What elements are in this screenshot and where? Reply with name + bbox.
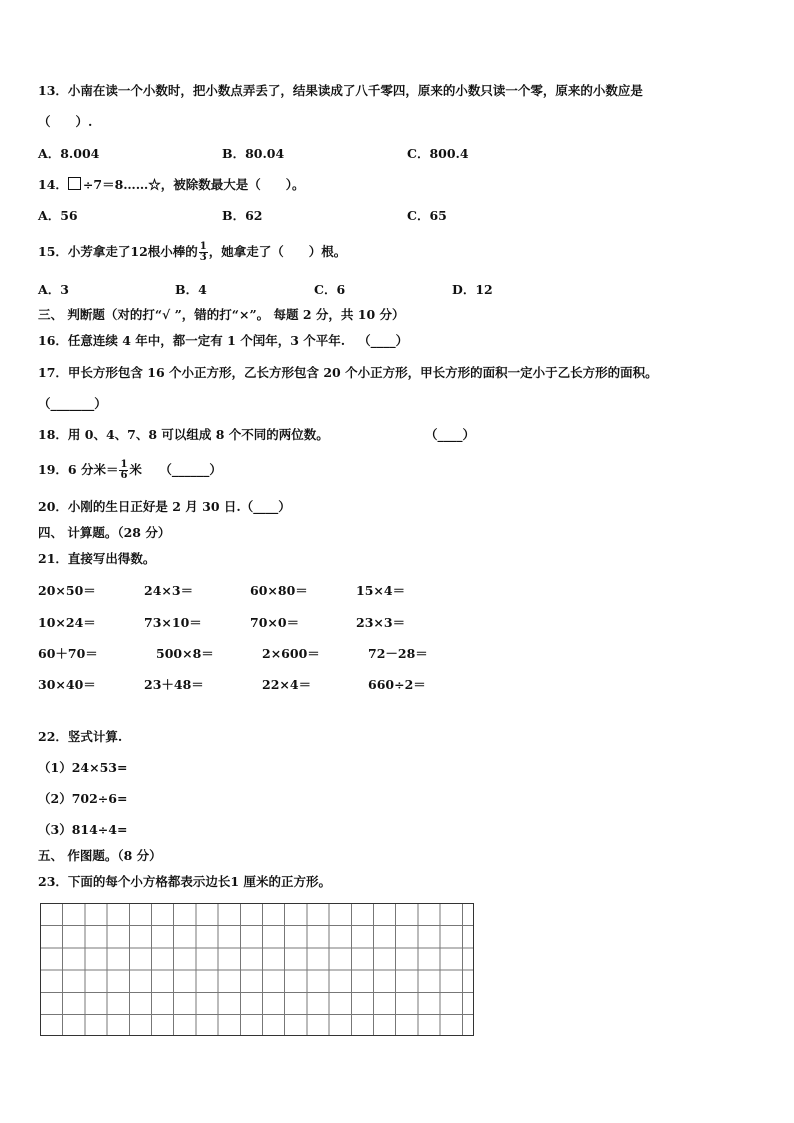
calc-item: 22×4＝ xyxy=(262,677,312,692)
calc-item: 660÷2＝ xyxy=(368,677,426,692)
q15-option-d: D．12 xyxy=(452,282,493,297)
calc-item: 15×4＝ xyxy=(356,583,406,598)
q14-number: 14． xyxy=(38,177,68,192)
calc-item: 72－28＝ xyxy=(368,646,428,661)
calc-item: 73×10＝ xyxy=(144,615,202,630)
q13-option-c: C．800.4 xyxy=(407,146,469,161)
q19 xyxy=(38,457,222,483)
q13-option-b: B．80.04 xyxy=(222,146,285,161)
calc-item: 23＋48＝ xyxy=(144,677,204,692)
q15-frac-den: 3 xyxy=(199,252,207,263)
section3-heading: 三、 判断题（对的打“√ ”，错的打“×”。 每题 2 分，共 10 分） xyxy=(38,307,405,322)
calc-item: 10×24＝ xyxy=(38,615,96,630)
blank-box-icon xyxy=(68,177,81,190)
q15-pre: 15．小芳拿走了12根小棒的 xyxy=(38,244,198,259)
square-grid[interactable] xyxy=(40,903,474,1036)
q16 xyxy=(38,333,408,349)
calc-item: 23×3＝ xyxy=(356,615,406,630)
q22-item-3: （3）814÷4= xyxy=(38,822,128,837)
q14-option-b: B．62 xyxy=(222,208,263,223)
q14-expression: ÷7＝8……☆，被除数最大是（ ）。 xyxy=(82,177,305,192)
q14-option-c: C．65 xyxy=(407,208,447,223)
calc-item: 60×80＝ xyxy=(250,583,308,598)
q21-title: 21．直接写出得数。 xyxy=(38,551,156,566)
q23-text: 23．下面的每个小方格都表示边长1 厘米的正方形。 xyxy=(38,874,331,889)
calc-item: 60＋70＝ xyxy=(38,646,98,661)
q13-option-a: A．8.004 xyxy=(38,146,100,161)
calc-item: 500×8＝ xyxy=(156,646,214,661)
q19-answer-blank[interactable]: （______） xyxy=(159,462,222,477)
q19-frac-num: 1 xyxy=(120,459,128,470)
q16-answer-blank[interactable]: （____） xyxy=(358,333,409,348)
q17-text: 17．甲长方形包含 16 个小正方形，乙长方形包含 20 个小正方形，甲长方形的面积一定小于乙长方形的面积。 xyxy=(38,365,658,380)
q19-post: 米 xyxy=(129,462,142,477)
calc-item: 24×3＝ xyxy=(144,583,194,598)
q15-option-c: C．6 xyxy=(314,282,346,297)
q15-text xyxy=(38,239,346,265)
q15-option-a: A．3 xyxy=(38,282,69,297)
calc-item: 20×50＝ xyxy=(38,583,96,598)
section5-heading: 五、 作图题。（8 分） xyxy=(38,848,162,863)
q17-answer-blank[interactable]: （_______） xyxy=(38,396,107,411)
q22-item-1: （1）24×53= xyxy=(38,760,128,775)
q16-text: 16．任意连续 4 年中，都一定有 1 个闰年，3 个平年. xyxy=(38,333,346,348)
q14-option-a: A．56 xyxy=(38,208,78,223)
q18-answer-blank[interactable]: （____） xyxy=(425,427,476,442)
q15-fraction xyxy=(199,242,208,263)
q13-text: 13．小南在读一个小数时，把小数点弄丢了，结果读成了八千零四，原来的小数只读一个零，原来的小数应是 xyxy=(38,83,643,98)
q22-title: 22．竖式计算. xyxy=(38,729,123,744)
q19-pre: 19．6 分米＝ xyxy=(38,462,119,477)
q14-text xyxy=(38,177,305,193)
q20-text: 20．小刚的生日正好是 2 月 30 日.（____） xyxy=(38,499,291,514)
calc-item: 30×40＝ xyxy=(38,677,96,692)
q18-text: 18．用 0、4、7、8 可以组成 8 个不同的两位数。 xyxy=(38,427,329,442)
q18 xyxy=(38,427,329,443)
q19-frac-den: 6 xyxy=(120,470,128,481)
q15-option-b: B．4 xyxy=(175,282,207,297)
q13-paren: （ ）. xyxy=(38,114,93,129)
calc-item: 70×0＝ xyxy=(250,615,300,630)
q22-item-2: （2）702÷6= xyxy=(38,791,128,806)
q15-frac-num: 1 xyxy=(199,241,207,252)
q15-post: ，她拿走了（ ）根。 xyxy=(208,244,347,259)
section4-heading: 四、 计算题。（28 分） xyxy=(38,525,171,540)
calc-item: 2×600＝ xyxy=(262,646,320,661)
q19-fraction xyxy=(119,460,128,481)
